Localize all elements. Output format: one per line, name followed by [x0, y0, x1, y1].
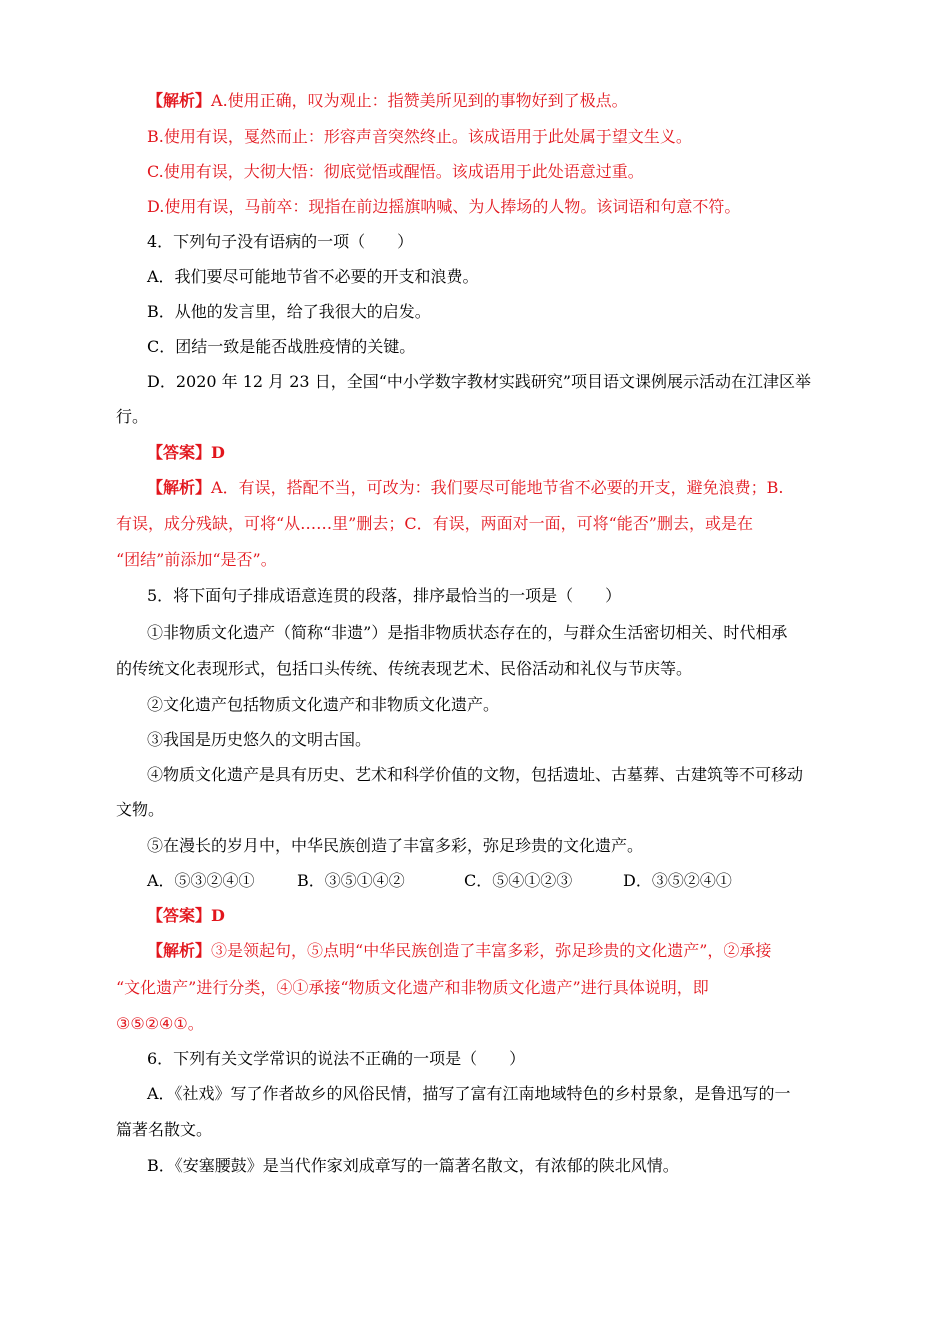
- q5-sentence-1-line1: ①非物质文化遗产（简称“非遗”）是指非物质状态存在的，与群众生活密切相关、时代相承: [147, 623, 788, 642]
- q4-analysis-line3: “团结”前添加“是否”。: [116, 550, 277, 569]
- q5-option-d: D．③⑤②④①: [623, 871, 732, 890]
- q5-analysis-line2: “文化遗产”进行分类，④①承接“物质文化遗产和非物质文化遗产”进行具体说明，即: [116, 978, 709, 997]
- q3-analysis-a: 【解析】A.使用正确，叹为观止：指赞美所见到的事物好到了极点。: [147, 91, 628, 110]
- q4-option-a: A．我们要尽可能地节省不必要的开支和浪费。: [147, 267, 479, 286]
- q6-option-a-line1: A．《社戏》写了作者故乡的风俗民情，描写了富有江南地域特色的乡村景象，是鲁迅写的一: [147, 1084, 791, 1103]
- q5-sentence-5: ⑤在漫长的岁月中，中华民族创造了丰富多彩，弥足珍贵的文化遗产。: [147, 836, 644, 855]
- q5-option-c: C．⑤④①②③: [464, 871, 573, 890]
- q5-sentence-1-line2: 的传统文化表现形式，包括口头传统、传统表现艺术、民俗活动和礼仪与节庆等。: [116, 659, 693, 678]
- q4-answer: 【答案】D: [147, 443, 225, 462]
- q6-option-a-line2: 篇著名散文。: [116, 1120, 213, 1139]
- q3-analysis-d: D.使用有误，马前卒：现指在前边摇旗呐喊、为人捧场的人物。该词语和句意不符。: [147, 197, 741, 216]
- q4-option-d-line2: 行。: [116, 407, 149, 426]
- q5-sentence-2: ②文化遗产包括物质文化遗产和非物质文化遗产。: [147, 695, 500, 714]
- q4-option-b: B．从他的发言里，给了我很大的启发。: [147, 302, 431, 321]
- q5-option-a: A．⑤③②④①: [147, 871, 255, 890]
- q5-answer: 【答案】D: [147, 906, 225, 925]
- q5-option-b: B．③⑤①④②: [297, 871, 405, 890]
- analysis-label: 【解析】: [147, 91, 212, 110]
- q5-stem: 5．将下面句子排成语意连贯的段落，排序最恰当的一项是（ ）: [147, 586, 622, 605]
- q6-option-b: B．《安塞腰鼓》是当代作家刘成章写的一篇著名散文，有浓郁的陕北风情。: [147, 1156, 679, 1175]
- q5-analysis-line3: ③⑤②④①。: [116, 1014, 204, 1033]
- q4-option-d-line1: D．2020 年 12 月 23 日，全国“中小学数字教材实践研究”项目语文课例展示活动在江津区举: [147, 372, 812, 391]
- q4-option-c: C．团结一致是能否战胜疫情的关键。: [147, 337, 416, 356]
- q6-stem: 6．下列有关文学常识的说法不正确的一项是（ ）: [147, 1049, 526, 1068]
- analysis-label: 【解析】: [147, 478, 212, 497]
- q5-sentence-4-line2: 文物。: [116, 800, 165, 819]
- analysis-label: 【解析】: [147, 941, 212, 960]
- q5-analysis-line1: 【解析】③是领起句，⑤点明“中华民族创造了丰富多彩，弥足珍贵的文化遗产”，②承接: [147, 941, 772, 960]
- q5-sentence-4-line1: ④物质文化遗产是具有历史、艺术和科学价值的文物，包括遗址、古墓葬、古建筑等不可移动: [147, 765, 804, 784]
- q4-analysis-line2: 有误，成分残缺，可将“从……里”删去；C．有误，两面对一面，可将“能否”删去，或是在: [116, 514, 753, 533]
- q3-analysis-c: C.使用有误，大彻大悟：彻底觉悟或醒悟。该成语用于此处语意过重。: [147, 162, 644, 181]
- q4-analysis-line1: 【解析】A．有误，搭配不当，可改为：我们要尽可能地节省不必要的开支，避免浪费；B.: [147, 478, 784, 497]
- q4-stem: 4．下列句子没有语病的一项（ ）: [147, 232, 414, 251]
- q3-analysis-b: B.使用有误，戛然而止：形容声音突然终止。该成语用于此处属于望文生义。: [147, 127, 692, 146]
- q5-sentence-3: ③我国是历史悠久的文明古国。: [147, 730, 372, 749]
